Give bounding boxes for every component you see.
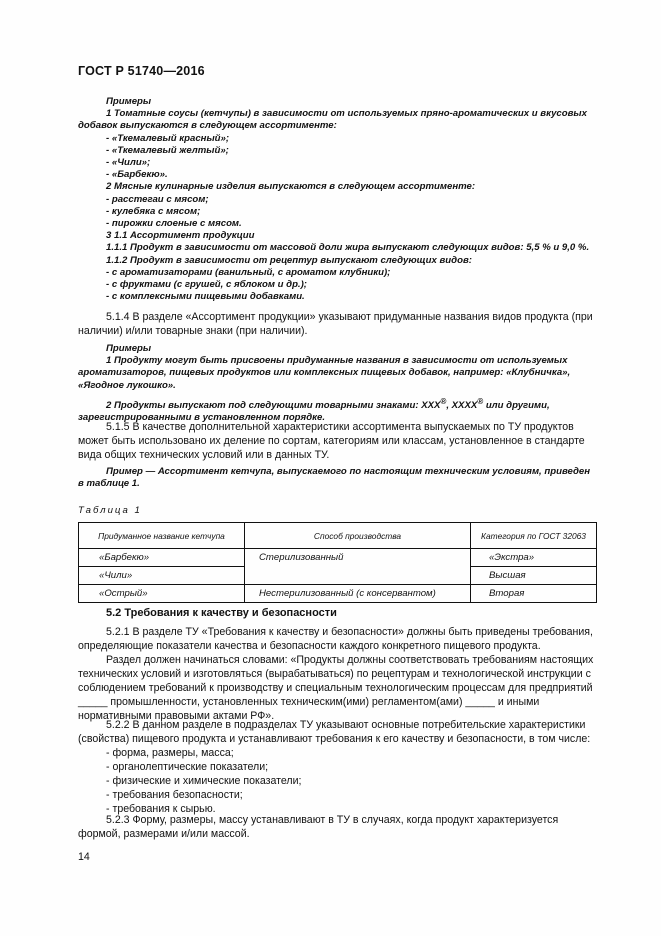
example-text: или другими, зарегистрированными в установленном порядке. (78, 400, 550, 424)
list-item: - физические и химические показатели; (106, 775, 302, 787)
paragraph-5-2-2: 5.2.2 В данном разделе в подразделах ТУ указывают основные потребительские характеристики (свойства) пищевого продукта и устанавливают требования к его качеству и безопасности, в том числе: (78, 719, 591, 745)
table-caption: Таблица 1 (78, 505, 142, 516)
example-line: - «Ткемалевый красный»; (106, 132, 230, 144)
example-table-reference: Пример — Ассортимент кетчупа, выпускаемого по настоящим техническим условиям, приведен в таблице 1. (78, 466, 591, 490)
examples-block-1 (78, 96, 596, 303)
list-item: - органолептические показатели; (106, 761, 269, 773)
table-header-cell: Придуманное название кетчупа (79, 523, 245, 549)
list-item: - форма, размеры, масса; (106, 747, 234, 759)
registered-mark: ® (477, 396, 484, 406)
example-line: - с комплексными пищевыми добавками. (106, 291, 305, 303)
table-header-row (79, 523, 597, 549)
registered-mark: ® (440, 396, 447, 406)
example-line: - с фруктами (с грушей, с яблоком и др.); (106, 279, 307, 291)
document-header: ГОСТ Р 51740—2016 (78, 64, 205, 78)
example-line: - «Барбекю». (106, 169, 168, 181)
example-line: 1.1.2 Продукт в зависимости от рецептур выпускают следующих видов: (106, 254, 472, 266)
table-cell: Высшая (471, 567, 597, 585)
example-line: - кулебяка с мясом; (106, 205, 201, 217)
paragraph-5-2-3: 5.2.3 Форму, размеры, массу устанавливают в ТУ в случаях, когда продукт характеризуется формой, размерами и/или массой. (78, 814, 559, 840)
example-line: - расстегаи с мясом; (106, 193, 209, 205)
paragraph-5-1-5: 5.1.5 В качестве дополнительной характеристики ассортимента выпускаемых по ТУ продуктов может быть использовано их деление по сортам, категориям или классам, установленное в стандарте вида общих технических условий или в данных ТУ. (78, 421, 585, 461)
example-text: , XXXX (446, 400, 478, 411)
example-line: - «Чили»; (106, 157, 151, 169)
list-item: - требования безопасности; (106, 789, 243, 801)
table-row (79, 549, 597, 567)
paragraph-5-1-4: 5.1.4 В разделе «Ассортимент продукции» указывают придуманные названия видов продукта (при наличии) и/или товарные знаки (при наличии). (78, 311, 593, 337)
examples-block-2 (78, 343, 596, 424)
example-line: - с ароматизаторами (ванильный, с ароматом клубники); (106, 266, 391, 278)
section-heading-5-2: 5.2 Требования к качеству и безопасности (106, 607, 337, 619)
table-cell: Нестерилизованный (с консервантом) (245, 585, 471, 603)
table-1 (78, 522, 596, 603)
example-line: 2 Мясные кулинарные изделия выпускаются в следующем ассортименте: (106, 181, 476, 193)
table-row (79, 585, 597, 603)
example-line: - пирожки слоеные с мясом. (106, 218, 242, 230)
example-line: 1 Томатные соусы (кетчупы) в зависимости от используемых пряно-ароматических и вкусовых добавок выпускаются в следующем ассортименте: (78, 108, 587, 132)
table-header-cell: Категория по ГОСТ 32063 (471, 523, 597, 549)
page-number: 14 (78, 851, 90, 863)
example-line: - «Ткемалевый желтый»; (106, 144, 229, 156)
table-cell: «Острый» (79, 585, 245, 603)
requirements-list (78, 746, 596, 816)
table-cell: «Барбекю» (79, 549, 245, 567)
table-cell: Вторая (471, 585, 597, 603)
example-text: 2 Продукты выпускают под следующими товарными знаками: XXX (106, 400, 441, 411)
table-cell: «Чили» (79, 567, 245, 585)
paragraph-5-2-1-intro: Раздел должен начинаться словами: «Продукты должны соответствовать требованиям настоящих технических условий и изготовляться (вырабатываться) по рецептурам и технологической инструкции с соблюдением требований к производству и специальным технологическим процессам для предприятий _____ промышленности, установленных техническим(ими) регламентом(ами) _____ и иными нормативными правовыми актами РФ». (78, 654, 594, 722)
table-header-cell: Способ производства (245, 523, 471, 549)
example-line: 3 1.1 Ассортимент продукции (106, 230, 255, 242)
examples-heading: Примеры (106, 343, 152, 354)
examples-heading: Примеры (106, 96, 152, 107)
list-item: - требования к сырью. (106, 803, 216, 815)
example-line: 1 Продукту могут быть присвоены придуманные названия в зависимости от используемых ароматизаторов, пищевых продуктов или комплексных пищевых добавок, например: «Клубничка», «Ягодное лукошко». (78, 355, 571, 391)
paragraph-5-2-1: 5.2.1 В разделе ТУ «Требования к качеству и безопасности» должны быть приведены требования, определяющие показатели качества и безопасности каждого конкретного пищевого продукта. (78, 626, 593, 652)
table-cell: «Экстра» (471, 549, 597, 567)
table-cell: Стерилизованный (245, 549, 471, 585)
example-line: 1.1.1 Продукт в зависимости от массовой доли жира выпускают следующих видов: 5,5 % и 9,0 %. (106, 242, 590, 254)
